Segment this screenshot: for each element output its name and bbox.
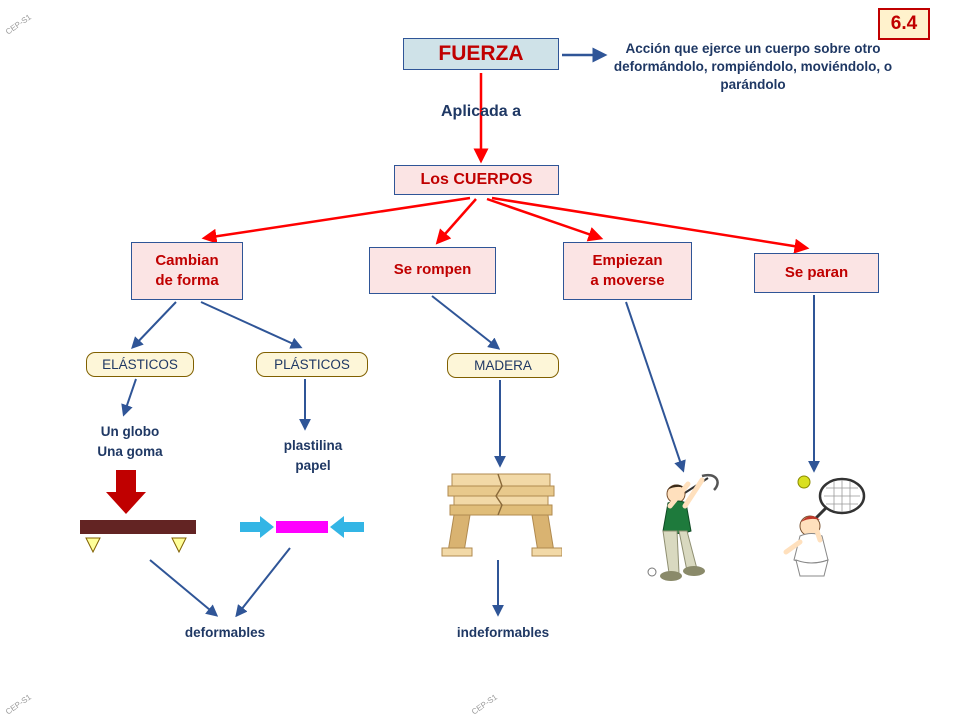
arrow-cuerpos-to-empiezan: [487, 199, 600, 238]
node-cambian-de-forma[interactable]: [131, 242, 243, 300]
node-madera-label: MADERA: [474, 358, 532, 373]
examples-elasticos: [60, 422, 200, 461]
beam-with-load-illustration: [60, 470, 220, 565]
wooden-bench-illustration: [440, 468, 562, 560]
node-plasticos-label: PLÁSTICOS: [274, 357, 350, 372]
arrow-rompen-to-madera: [432, 296, 498, 348]
compressed-bar-illustration: [238, 512, 368, 548]
node-madera[interactable]: [447, 353, 559, 378]
node-se-paran[interactable]: [754, 253, 879, 293]
node-elasticos-label: ELÁSTICOS: [102, 357, 178, 372]
arrow-beam-to-deformables: [150, 560, 216, 615]
arrow-cambian-to-elasticos: [133, 302, 176, 347]
node-se-rompen-label: Se rompen: [393, 261, 472, 279]
examples-plasticos: [248, 436, 378, 475]
arrow-cuerpos-to-cambian: [205, 198, 470, 238]
node-plasticos[interactable]: [256, 352, 368, 377]
watermark-bottom-left: CEP-S1: [4, 692, 33, 717]
node-empiezan-line2: a moverse: [590, 272, 665, 289]
node-cambian-line1: Cambian: [155, 251, 219, 269]
example-una-goma: Una goma: [97, 443, 163, 459]
definition-text: Acción que ejerce un cuerpo sobre otro deformándolo, rompiéndolo, moviéndolo, o parándolo: [613, 41, 893, 93]
node-se-paran-label: Se paran: [784, 263, 849, 281]
arrow-cuerpos-to-rompen: [438, 199, 476, 242]
node-se-rompen[interactable]: [369, 247, 496, 294]
label-deformables: deformables: [184, 625, 266, 640]
example-un-globo: Un globo: [100, 424, 160, 439]
arrow-elasticos-to-examples: [124, 379, 136, 414]
arrow-cambian-to-plasticos: [201, 302, 300, 347]
example-papel: papel: [295, 457, 331, 473]
connector-label-aplicada-a: Aplicada a: [440, 103, 522, 120]
watermark-top-left: CEP-S1: [4, 12, 33, 37]
golfer-illustration: [640, 460, 750, 585]
node-cambian-line2: de forma: [155, 272, 219, 289]
arrow-pinkbar-to-deformables: [237, 548, 290, 615]
example-plastilina: plastilina: [283, 438, 343, 453]
arrow-cuerpos-to-paran: [492, 198, 806, 248]
label-indeformables: indeformables: [456, 625, 550, 640]
node-empiezan-a-moverse[interactable]: [563, 242, 692, 300]
node-fuerza-label: FUERZA: [438, 42, 524, 65]
page-code-badge: 6.4: [878, 8, 930, 40]
watermark-bottom-center: CEP-S1: [470, 692, 499, 717]
arrow-empiezan-to-golfer: [626, 302, 683, 470]
node-elasticos[interactable]: [86, 352, 194, 377]
tennis-player-illustration: [780, 470, 895, 580]
node-empiezan-line1: Empiezan: [592, 251, 663, 269]
node-los-cuerpos[interactable]: [394, 165, 559, 195]
node-fuerza[interactable]: [403, 38, 559, 70]
node-los-cuerpos-label: Los CUERPOS: [420, 171, 533, 188]
